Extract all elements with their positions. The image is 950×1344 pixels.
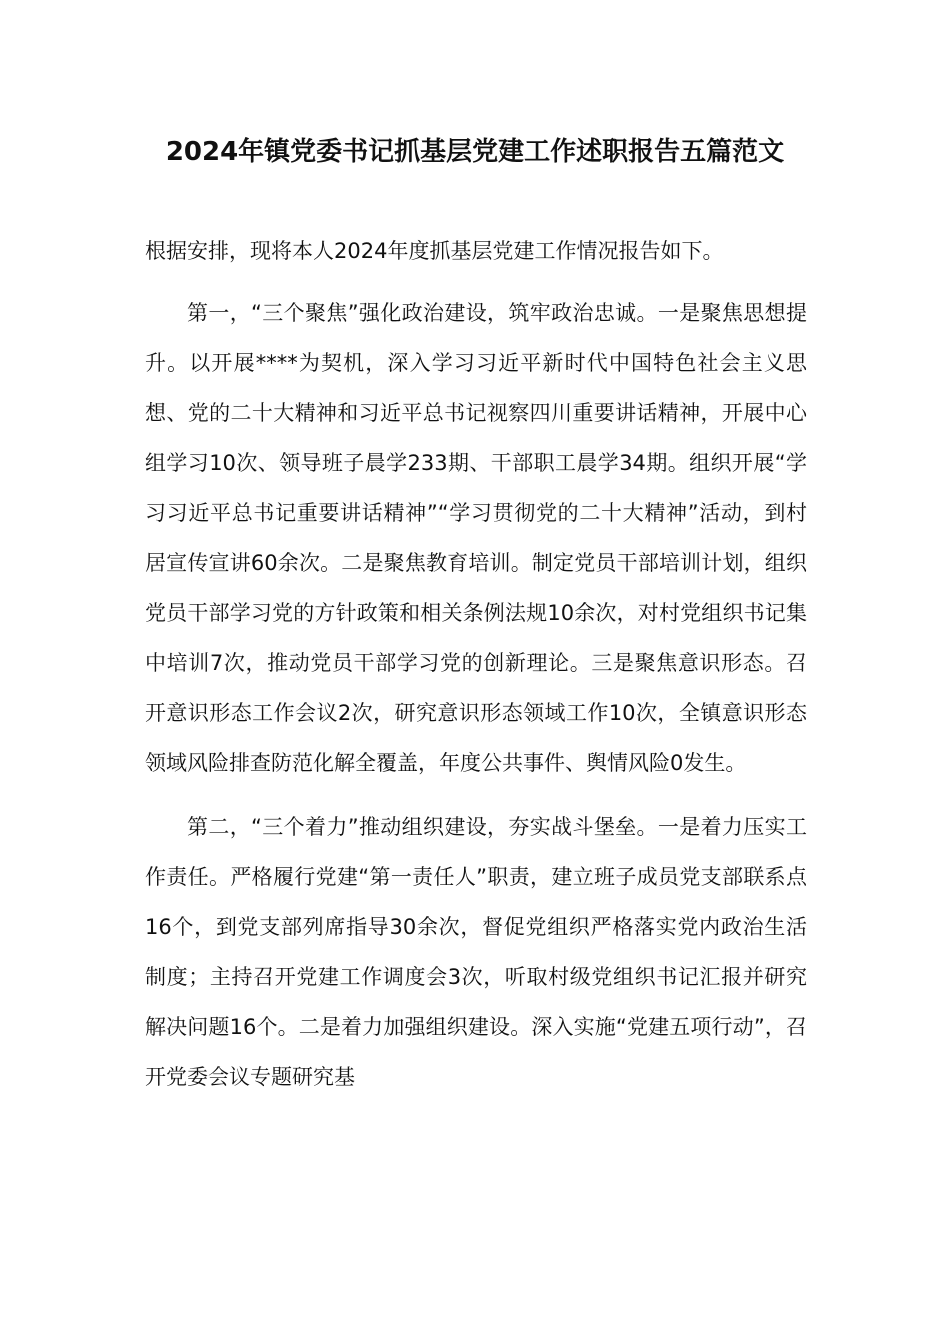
document-title: 2024年镇党委书记抓基层党建工作述职报告五篇范文 [165, 137, 785, 167]
body-paragraph-2: 第二，“三个着力”推动组织建设，夯实战斗堡垒。一是着力压实工作责任。严格履行党建“第一责任人”职责，建立班子成员党支部联系点16个，到党支部列席指导30余次，督促党组织严格落实党内政治生活制度；主持召开党建工作调度会3次，听取村级党组织书记汇报并研究解决问题16个。二是着力加强组织建设。深入实施“党建五项行动”，召开党委会议专题研究基 [145, 815, 807, 1089]
body-paragraph-1: 第一，“三个聚焦”强化政治建设，筑牢政治忠诚。一是聚焦思想提升。以开展****为契机，深入学习习近平新时代中国特色社会主义思想、党的二十大精神和习近平总书记视察四川重要讲话精神，开展中心组学习10次、领导班子晨学233期、干部职工晨学34期。组织开展“学习习近平总书记重要讲话精神”“学习贯彻党的二十大精神”活动，到村居宣传宣讲60余次。二是聚焦教育培训。制定党员干部培训计划，组织党员干部学习党的方针政策和相关条例法规10余次，对村党组织书记集中培训7次，推动党员干部学习党的创新理论。三是聚焦意识形态。召开意识形态工作会议2次，研究意识形态领域工作10次，全镇意识形态领域风险排查防范化解全覆盖，年度公共事件、舆情风险0发生。 [145, 301, 807, 775]
intro-paragraph: 根据安排，现将本人2024年度抓基层党建工作情况报告如下。 [145, 239, 724, 263]
document-body [145, 226, 807, 1102]
